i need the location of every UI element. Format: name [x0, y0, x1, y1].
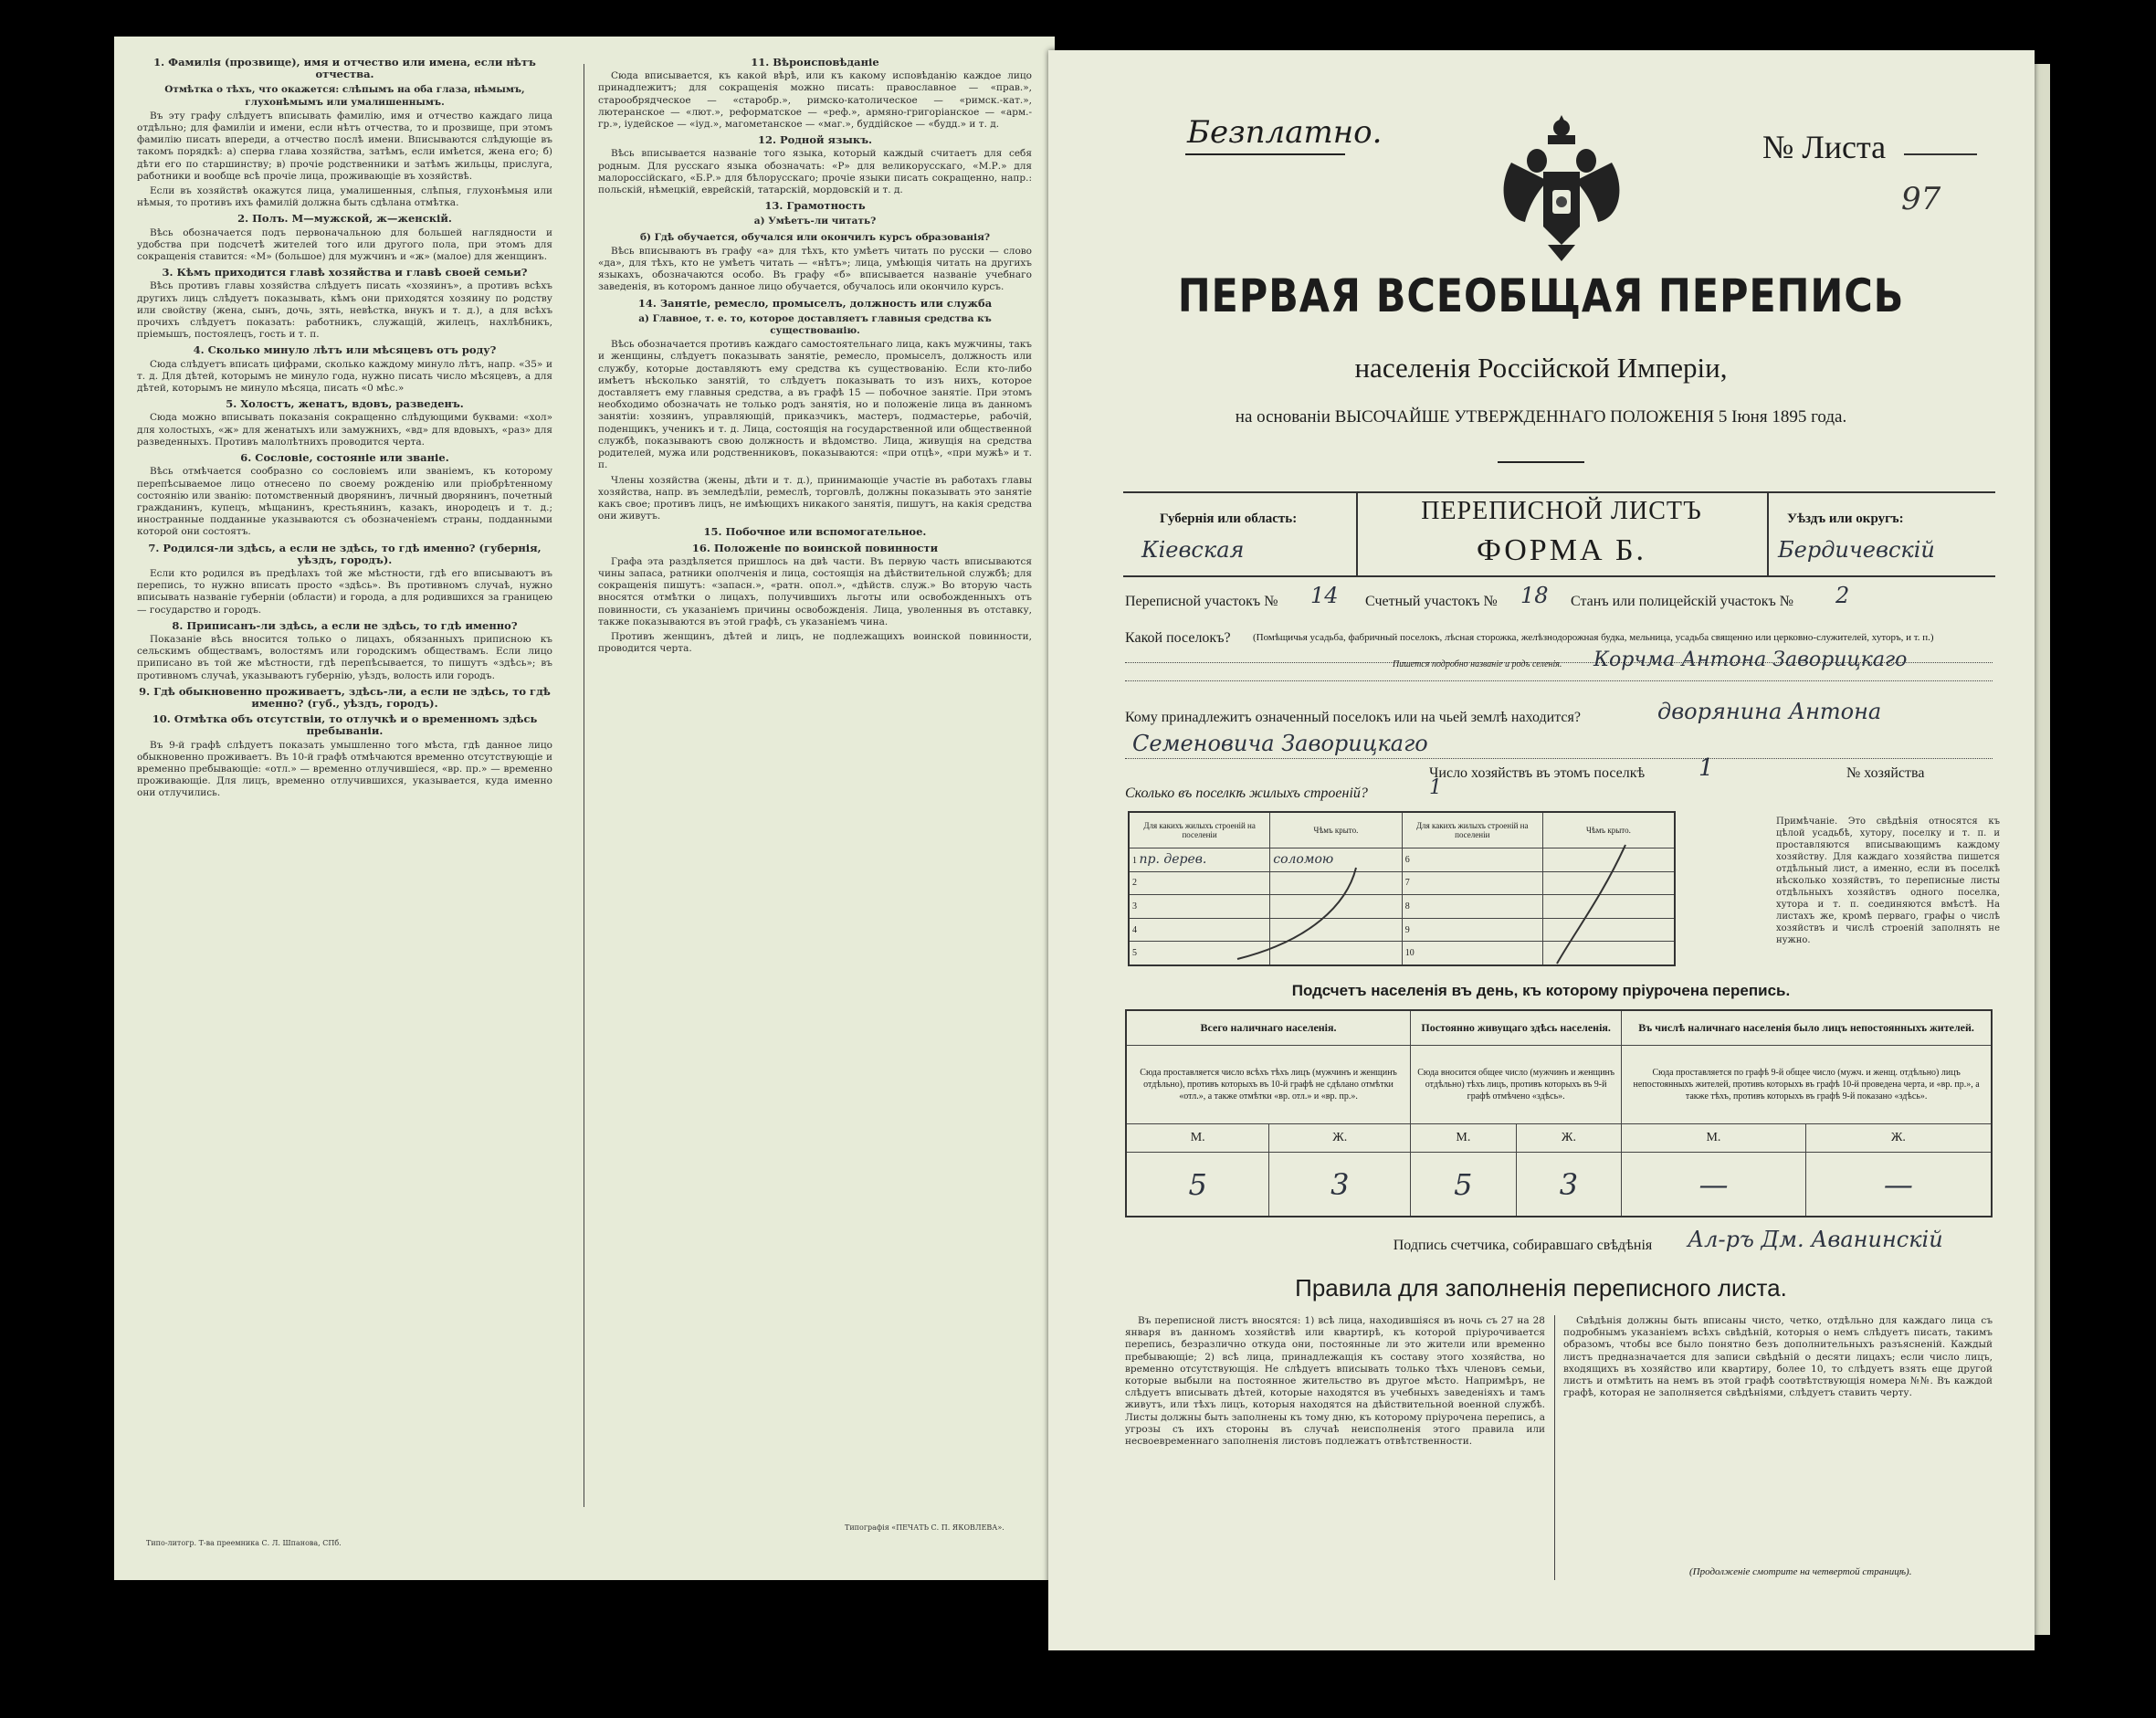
uezd-cell — [1767, 493, 1982, 575]
table-cell[interactable]: 7 — [1402, 871, 1542, 895]
table-header: Для какихъ жилыхъ строеній на поселеніи — [1129, 812, 1270, 848]
table-header: Чѣмъ крыто. — [1542, 812, 1675, 848]
count-cell[interactable]: — — [1805, 1153, 1992, 1217]
table-cell[interactable]: 4 — [1129, 918, 1270, 942]
dotted-line — [1125, 758, 1993, 759]
rules-left-column — [1125, 1315, 1545, 1589]
table-header: Постоянно живущаго здѣсь населенія. — [1411, 1010, 1622, 1045]
table-header: Для какихъ жилыхъ строеній на поселеніи — [1402, 812, 1542, 848]
page-title: ПЕРВАЯ ВСЕОБЩАЯ ПЕРЕПИСЬ — [1177, 269, 1905, 322]
owner-value-2[interactable]: Семеновича Заворицкаго — [1132, 731, 1428, 756]
section-heading: 15. Побочное или вспомогательное. — [703, 525, 927, 539]
left-column-2 — [598, 53, 1032, 1505]
column-divider — [1554, 1315, 1555, 1580]
schetny-value[interactable]: 18 — [1520, 583, 1549, 608]
section-heading: а) Главное, т. е. то, которое доставляетъ главныя средства къ существованію. — [638, 312, 992, 337]
body-text: Показаніе вѣсь вносится только о лицахъ, обязанныхъ приписною къ сельскимъ обществамъ, волостямъ или городскимъ обществамъ. Если лицо приписано въ той же мѣстности, гдѣ перепѣсывается, то пишутъ «здѣсь»; въ противномъ случаѣ, указываютъ губернію, уѣздъ, волость или городъ. — [137, 633, 552, 681]
body-text: Вѣсь обозначается подъ первоначальною для большей наглядности и удобства при подсчетѣ жителей того или другого пола, при этомъ для сокращенія ставится: «М» (большое) для мужчинъ и «ж» (малое) для женщинъ. — [137, 227, 552, 263]
section-heading: 9. Гдѣ обыкновенно проживаетъ, здѣсь-ли, а если не здѣсь, то гдѣ именно? (губ., уѣздъ, городъ). — [139, 684, 551, 710]
underline — [1185, 153, 1345, 155]
rules-title: Правила для заполненія переписного листа. — [1295, 1274, 1787, 1302]
poselok-value[interactable]: Корчма Антона Заворицкаго — [1593, 648, 1908, 671]
sheet-number-value: 97 — [1901, 181, 1941, 217]
table-cell[interactable]: 6 — [1402, 848, 1542, 871]
continued-note: (Продолженіе смотрите на четвертой страницѣ). — [1689, 1566, 1912, 1577]
uchastok-label: Переписной участокъ № — [1125, 594, 1278, 609]
gubernia-label: Губернія или область: — [1160, 511, 1298, 526]
body-text: Сюда слѣдуетъ вписать цифрами, сколько каждому минуло лѣтъ, напр. «35» и т. д. Для дѣтей, которымъ не минуло года, нужно писать число мѣсяцевъ, а для дѣтей, которымъ не минуло мѣсяца, писать «0 мѣс.» — [137, 358, 552, 395]
section-heading: 6. Сословіе, состояніе или званіе. — [240, 451, 449, 465]
count-cell[interactable]: 3 — [1516, 1153, 1622, 1217]
section-heading: а) Умѣетъ-ли читать? — [753, 216, 877, 227]
table-cell[interactable]: 5 — [1129, 942, 1270, 965]
table-row — [1126, 1153, 1992, 1217]
signature-label: Подпись счетчика, собиравшаго свѣдѣнія — [1393, 1238, 1653, 1253]
section-heading: 4. Сколько минуло лѣтъ или мѣсяцевъ отъ роду? — [193, 343, 497, 357]
rules-right-column — [1563, 1315, 1993, 1562]
owner-label: Кому принадлежитъ означенный поселокъ или на чьей землѣ находится? — [1125, 710, 1581, 725]
table-cell[interactable]: 2 — [1129, 871, 1270, 895]
imperial-eagle-icon — [1493, 108, 1630, 263]
section-heading: 2. Полъ. М—мужской, ж—женскій. — [237, 212, 452, 226]
section-heading: 8. Приписанъ-ли здѣсь, а если не здѣсь, то гдѣ именно? — [172, 618, 518, 632]
left-page — [114, 37, 1055, 1580]
households-label: Число хозяйствъ въ этомъ поселкѣ — [1429, 765, 1646, 781]
households-value[interactable]: 1 — [1699, 754, 1714, 782]
count-cell[interactable]: 5 — [1126, 1153, 1269, 1217]
gubernia-value[interactable]: Кіевская — [1141, 537, 1245, 563]
household-number-label: № хозяйства — [1846, 765, 1925, 781]
buildings-value[interactable]: 1 — [1429, 776, 1442, 799]
crossed-out-strokes — [1128, 840, 1676, 968]
row-number: 1 — [1132, 856, 1137, 867]
underline — [1904, 153, 1977, 155]
section-heading: 11. Вѣроисповѣданіе — [751, 56, 879, 69]
uchastok-value[interactable]: 14 — [1310, 583, 1339, 608]
table-cell[interactable]: 8 — [1402, 895, 1542, 919]
body-text: Противъ женщинъ, дѣтей и лицъ, не подлежащихъ воинской повинности, проводится черта. — [598, 630, 1032, 655]
printer-footnote: Типографія «ПЕЧАТЬ С. П. ЯКОВЛЕВА». — [845, 1523, 1004, 1532]
table-header: Всего наличнаго населенія. — [1126, 1010, 1411, 1045]
body-text: Вѣсь противъ главы хозяйства слѣдуетъ писать «хозяинъ», а противъ всѣхъ другихъ лицъ слѣдуетъ показывать, кѣмъ они приходятся хозяину по родству или свойству (жена, сынъ, дочь, зять, невѣстка, внукъ и т. д.), а для всѣхъ прочихъ слѣдуетъ показать: работникъ, служащій, жилецъ, нахлѣбникъ, пріемышъ, постоялецъ, гость и т. п. — [137, 280, 552, 341]
dotted-line — [1125, 680, 1993, 681]
count-cell[interactable]: — — [1622, 1153, 1806, 1217]
uezd-value[interactable]: Бердичевскій — [1778, 537, 1935, 563]
male-header: М. — [1126, 1124, 1269, 1153]
table-cell[interactable]: 3 — [1129, 895, 1270, 919]
sheet-number-label: № Листа — [1762, 129, 1887, 165]
body-text: Сюда вписывается, къ какой вѣрѣ, или къ какому исповѣданію каждое лицо принадлежитъ; для сокращенія можно писать: православное — «прав.», старообрядческое — «старобр.», римско-католическое — «римск.-кат.», лютеранское — «лют.», реформатское — «реф.», армяно-григоріанское — «арм.-гр.», іудейское — «іуд.», магометанское — «маг.», буддійское — «будд.» и т. д. — [598, 70, 1032, 131]
body-text: Въ 9-й графѣ слѣдуетъ показать умышленно того мѣста, гдѣ данное лицо обыкновенно проживаетъ. Въ 10-й графѣ отмѣчаются временно отсутствующіе и временно пребывающіе: «отл.» — временно отлучившіеся, «вр. пр.» — временно проживающіе. Для лицъ, временно отлучившихся, указывается, куда именно они отлучились. — [137, 739, 552, 799]
stan-label: Станъ или полицейскій участокъ № — [1571, 594, 1794, 609]
section-heading: 16. Положеніе по воинской повинности — [691, 541, 939, 554]
section-heading: 14. Занятіе, ремесло, промыселъ, должность или служба — [637, 296, 993, 310]
body-text: Сюда можно вписывать показанія сокращенно слѣдующими буквами: «хол» для холостыхъ, «ж» для женатыхъ или замужнихъ, «вд» для вдовыхъ, «раз» для разведенныхъ. Противъ малолѣтнихъ проводится черта. — [137, 412, 552, 448]
body-text: Члены хозяйства (жены, дѣти и т. д.), принимающіе участіе въ работахъ главы хозяйства, напр. въ земледѣліи, ремеслѣ, торговлѣ, должны показывать это занятіе какъ свое; противъ лицъ, не имѣющихъ никакого занятія, пишутъ, на какія средства они живутъ. — [598, 474, 1032, 522]
body-text: Вѣсь обозначается противъ каждаго самостоятельнаго лица, какъ мужчины, такъ и женщины, слѣдуетъ показывать занятіе, ремесло, промыселъ, должность или службу, которые доставляютъ ему средства къ существованію. Если кто-либо имѣетъ нѣсколько занятій, то слѣдуетъ показывать то изъ нихъ, которое доставляетъ ему главныя средства, а въ графѣ 15 — побочное занятіе. При этомъ необходимо обозначать не только родъ занятія, но и положеніе лица въ данномъ занятіи: хозяинъ, управляющій, приказчикъ, мастеръ, подмастерье, рабочій, поденщикъ, ученикъ и т. д. Лица, состоящія на государственной или общественной службѣ, показываютъ свою должность и вѣдомство. Лица, живущія на средства родителей, мужа или родственниковъ, показываются: «при отцѣ», «при мужѣ» и т. п. — [598, 339, 1032, 471]
section-heading: б) Гдѣ обучается, обучался или окончилъ курсъ образованія? — [640, 231, 990, 243]
section-heading: 13. Грамотность — [764, 199, 866, 213]
divider — [1498, 461, 1584, 463]
poselok-label: Какой поселокъ? — [1125, 630, 1231, 646]
signature-value[interactable]: Ал-ръ Дм. Аванинскій — [1688, 1227, 1943, 1252]
table-description: Сюда вносится общее число (мужчинъ и женщинъ отдѣльно) тѣхъ лицъ, противъ которыхъ въ 9-й графѣ отмѣчено «здѣсь». — [1411, 1045, 1622, 1124]
female-header: Ж. — [1516, 1124, 1622, 1153]
stan-value[interactable]: 2 — [1835, 583, 1850, 608]
body-text: Вѣсь отмѣчается сообразно со сословіемъ или званіемъ, къ которому перепѣсываемое лицо отнесено по своему рожденію или пріобрѣтенному состоянію или званію: потомственный дворянинъ, личный дворянинъ, почетный гражданинъ, купецъ, мѣщанинъ, крестьянинъ, казакъ, инородецъ и т. д.; иностранные подданные указываются съ обозначеніемъ страны, подданными которой они состоятъ. — [137, 466, 552, 538]
section-heading: 12. Родной языкъ. — [757, 133, 873, 147]
table-description: Сюда проставляется число всѣхъ тѣхъ лицъ (мужчинъ и женщинъ отдѣльно), противъ которыхъ въ 10-й графѣ не сдѣлано отмѣтки «отл.», а также отмѣтки «вр. отл.» и «вр. пр.». — [1126, 1045, 1411, 1124]
table-header: Чѣмъ крыто. — [1270, 812, 1402, 848]
population-count-table — [1125, 1009, 1993, 1217]
form-header-box — [1123, 491, 1995, 577]
body-text: Вѣсь вписываютъ въ графу «а» для тѣхъ, кто умѣетъ читать по русски — слово «да», для тѣхъ, кто не умѣетъ читать — «нѣтъ»; лица, умѣющія читать на другихъ языкахъ, обозначаются особо. Въ графу «б» вписывается названіе учебнаго заведенія, въ которомъ данное лицо обучается, обучалось или окончило курсъ. — [598, 245, 1032, 293]
schetny-label: Счетный участокъ № — [1365, 594, 1498, 609]
left-column-1 — [137, 53, 552, 1505]
female-header: Ж. — [1805, 1124, 1992, 1153]
free-label: Безплатно. — [1187, 114, 1383, 151]
body-text: Если въ хозяйствѣ окажутся лица, умалишенныя, слѣпыя, глухонѣмыя или нѣмыя, то противъ ихъ фамилій должна быть сдѣлана отмѣтка. — [137, 185, 552, 209]
section-heading: 10. Отмѣтка объ отсутствіи, то отлучкѣ и о временномъ здѣсь пребываніи. — [152, 712, 538, 738]
uezd-label: Уѣздъ или округъ: — [1787, 511, 1904, 526]
section-heading: 3. Кѣмъ приходится главѣ хозяйства и главѣ своей семьи? — [162, 266, 528, 279]
poselok-hint-2: Пишется подробно названіе и родъ селенія. — [1393, 659, 1562, 669]
handwritten-entry: пр. дерев. — [1139, 852, 1207, 868]
buildings-label: Сколько въ поселкѣ жилыхъ строеній? — [1125, 785, 1368, 801]
page-subtitle: населенія Россійской Имперіи, — [1354, 352, 1728, 384]
handwritten-entry: соломою — [1273, 852, 1334, 868]
printer-footnote: Типо-литогр. Т-ва преемника С. Л. Шпанова, СПб. — [146, 1539, 342, 1547]
body-text: Если кто родился въ предѣлахъ той же мѣстности, гдѣ его вписываютъ въ перепись, то нужно вписать просто «здѣсь». Въ противномъ случаѣ, нужно вписывать названіе губерніи (области) и города, а для родившихся за границею — государство и городъ. — [137, 567, 552, 616]
body-text: Графа эта раздѣляется пришлось на двѣ части. Въ первую часть вписываются чины запаса, ратники ополченія и лица, состоящія на дѣйствительной службѣ; для сокращенія пишутъ: «запасн.», «ратн. опол.», «дѣйств. служ.» Во вторую часть вносятся отмѣтки о лицахъ, получившихъ льготы или освобожденныхъ отъ повинности, съ указаніемъ причины освобожденія. Лица, уволенныя въ отставку, также показываются въ этой графѣ, съ указаніемъ чина. — [598, 555, 1032, 627]
poselok-hint: (Помѣщичья усадьба, фабричный поселокъ, лѣсная сторожка, желѣзнодорожная будка, мельница, усадьба священно или церковно-служителей, хуторъ, и т. п.) — [1253, 632, 1934, 643]
table-cell[interactable]: 9 — [1402, 918, 1542, 942]
section-heading: 5. Холостъ, женатъ, вдовъ, разведенъ. — [226, 397, 464, 411]
legal-basis: на основаніи ВЫСОЧАЙШЕ УТВЕРЖДЕННАГО ПОЛОЖЕНІЯ 5 Іюня 1895 года. — [1235, 407, 1847, 427]
form-subtitle: ФОРМА Б. — [1476, 533, 1647, 567]
owner-value[interactable]: дворянина Антона — [1657, 699, 1882, 724]
male-header: М. — [1411, 1124, 1517, 1153]
gubernia-cell — [1123, 493, 1358, 575]
table-cell[interactable]: 10 — [1402, 942, 1542, 965]
section-heading: 7. Родился-ли здѣсь, а если не здѣсь, то гдѣ именно? (губернія, уѣздъ, городъ). — [148, 541, 542, 566]
male-header: М. — [1622, 1124, 1806, 1153]
count-cell[interactable]: 5 — [1411, 1153, 1517, 1217]
section-heading: Отмѣтка о тѣхъ, что окажется: слѣпымъ на оба глаза, нѣмымъ, глухонѣмымъ или умалишеннымъ. — [164, 84, 525, 108]
count-cell[interactable]: 3 — [1269, 1153, 1411, 1217]
count-title: Подсчетъ населенія въ день, къ которому пріурочена перепись. — [1291, 982, 1791, 999]
body-text: Въ эту графу слѣдуетъ вписывать фамилію, имя и отчество каждаго лица отдѣльно; для фамиліи и имени, если нѣтъ отчества, то и прозвище, при этомъ фамилію писать впереди, а отчество послѣ имени. Вписываются слѣдующіе въ такомъ порядкѣ: а) сперва глава хозяйства, затѣмъ, если имѣется, жена его; б) дѣти его по старшинству; в) прочіе родственники и затѣмъ жильцы, прислуга, работники и вообще всѣ прочіе лица, проживающіе въ хозяйствѣ. — [137, 110, 552, 182]
note-text: Примѣчаніе. Это свѣдѣнія относятся къ цѣлой усадьбѣ, хутору, поселку и т. п. и проставляются вписывающимъ каждому хозяйству. Для каждаго хозяйства пишется отдѣльный лист, а именно, если въ поселкѣ нѣсколько хозяйствъ, то переписные листы отдѣльныхъ хозяйствъ одного поселка, хутора и т. п. соединяются вмѣстѣ. На листахъ же, кромѣ перваго, графы о числѣ хозяйствъ и числѣ строеній заполнять не нужно. — [1776, 817, 2000, 945]
body-text: Въ переписной листъ вносятся: 1) всѣ лица, находившіяся въ ночь съ 27 на 28 января въ данномъ хозяйствѣ или квартирѣ, къ которой пріурочивается перепись, безразлично откуда они, постоянные ли это жители или временно пребывающіе; 2) всѣ лица, принадлежащія къ составу этого хозяйства, но временно отсутствующія. Не слѣдуетъ вписывать только тѣхъ членовъ семьи, которые выбыли на постоянное жительство въ другое мѣсто. Напримѣръ, не слѣдуетъ вписывать дѣтей, которые находятся въ учебныхъ заведеніяхъ и тамъ живутъ, или тѣхъ лицъ, которыя находятся на дѣйствительной военной службѣ. Листы должны быть заполнены къ тому дню, къ которому пріурочена перепись, а угрозы съ ихъ стороны въ случаѣ неисполненія этого правила или несвоевременнаго заполненія листовъ подлежатъ отвѣтственности. — [1125, 1315, 1545, 1448]
form-title: ПЕРЕПИСНОЙ ЛИСТЪ — [1421, 497, 1702, 525]
female-header: Ж. — [1269, 1124, 1411, 1153]
table-description: Сюда проставляется по графѣ 9-й общее число (мужч. и женщ. отдѣльно) лицъ непостоянныхъ жителей, противъ которыхъ въ графѣ 10-й проведена черта, и «вр. пр.», а также тѣхъ, противъ которыхъ въ графѣ 9-й показано «здѣсь». — [1622, 1045, 1992, 1124]
body-text: Вѣсь вписывается названіе того языка, который каждый считаетъ для себя родным. Для русскаго языка обозначать: «Р» для великорусскаго, «М.Р.» для малороссійскаго, «Б.Р.» для бѣлорусскаго; прочіе языки писать сокращенно, напр.: польскій, нѣмецкій, еврейскій, татарскій, мордовскій и т. д. — [598, 148, 1032, 196]
table-header: Въ числѣ наличнаго населенія было лицъ непостоянныхъ жителей. — [1622, 1010, 1992, 1045]
section-heading: 1. Фамилія (прозвище), имя и отчество или имена, если нѣтъ отчества. — [153, 56, 536, 81]
body-text: Свѣдѣнія должны быть вписаны чисто, четко, отдѣльно для каждаго лица съ подробнымъ указаніемъ всѣхъ свѣдѣній, которыя о немъ слѣдуетъ писать, такимъ образомъ, чтобы все было понятно безъ дополнительныхъ разъясненій. Каждый листъ предназначается для записи свѣдѣній о десяти лицахъ; если число лицъ, входящихъ въ хозяйство или квартиру, более 10, то слѣдуетъ взять еще другой листъ и отмѣтить на немъ въ этой графѣ соотвѣтствующія номера №№. Въ каждой графѣ, которая не заполняется свѣдѣніями, слѣдуетъ ставить черту. — [1563, 1315, 1993, 1399]
